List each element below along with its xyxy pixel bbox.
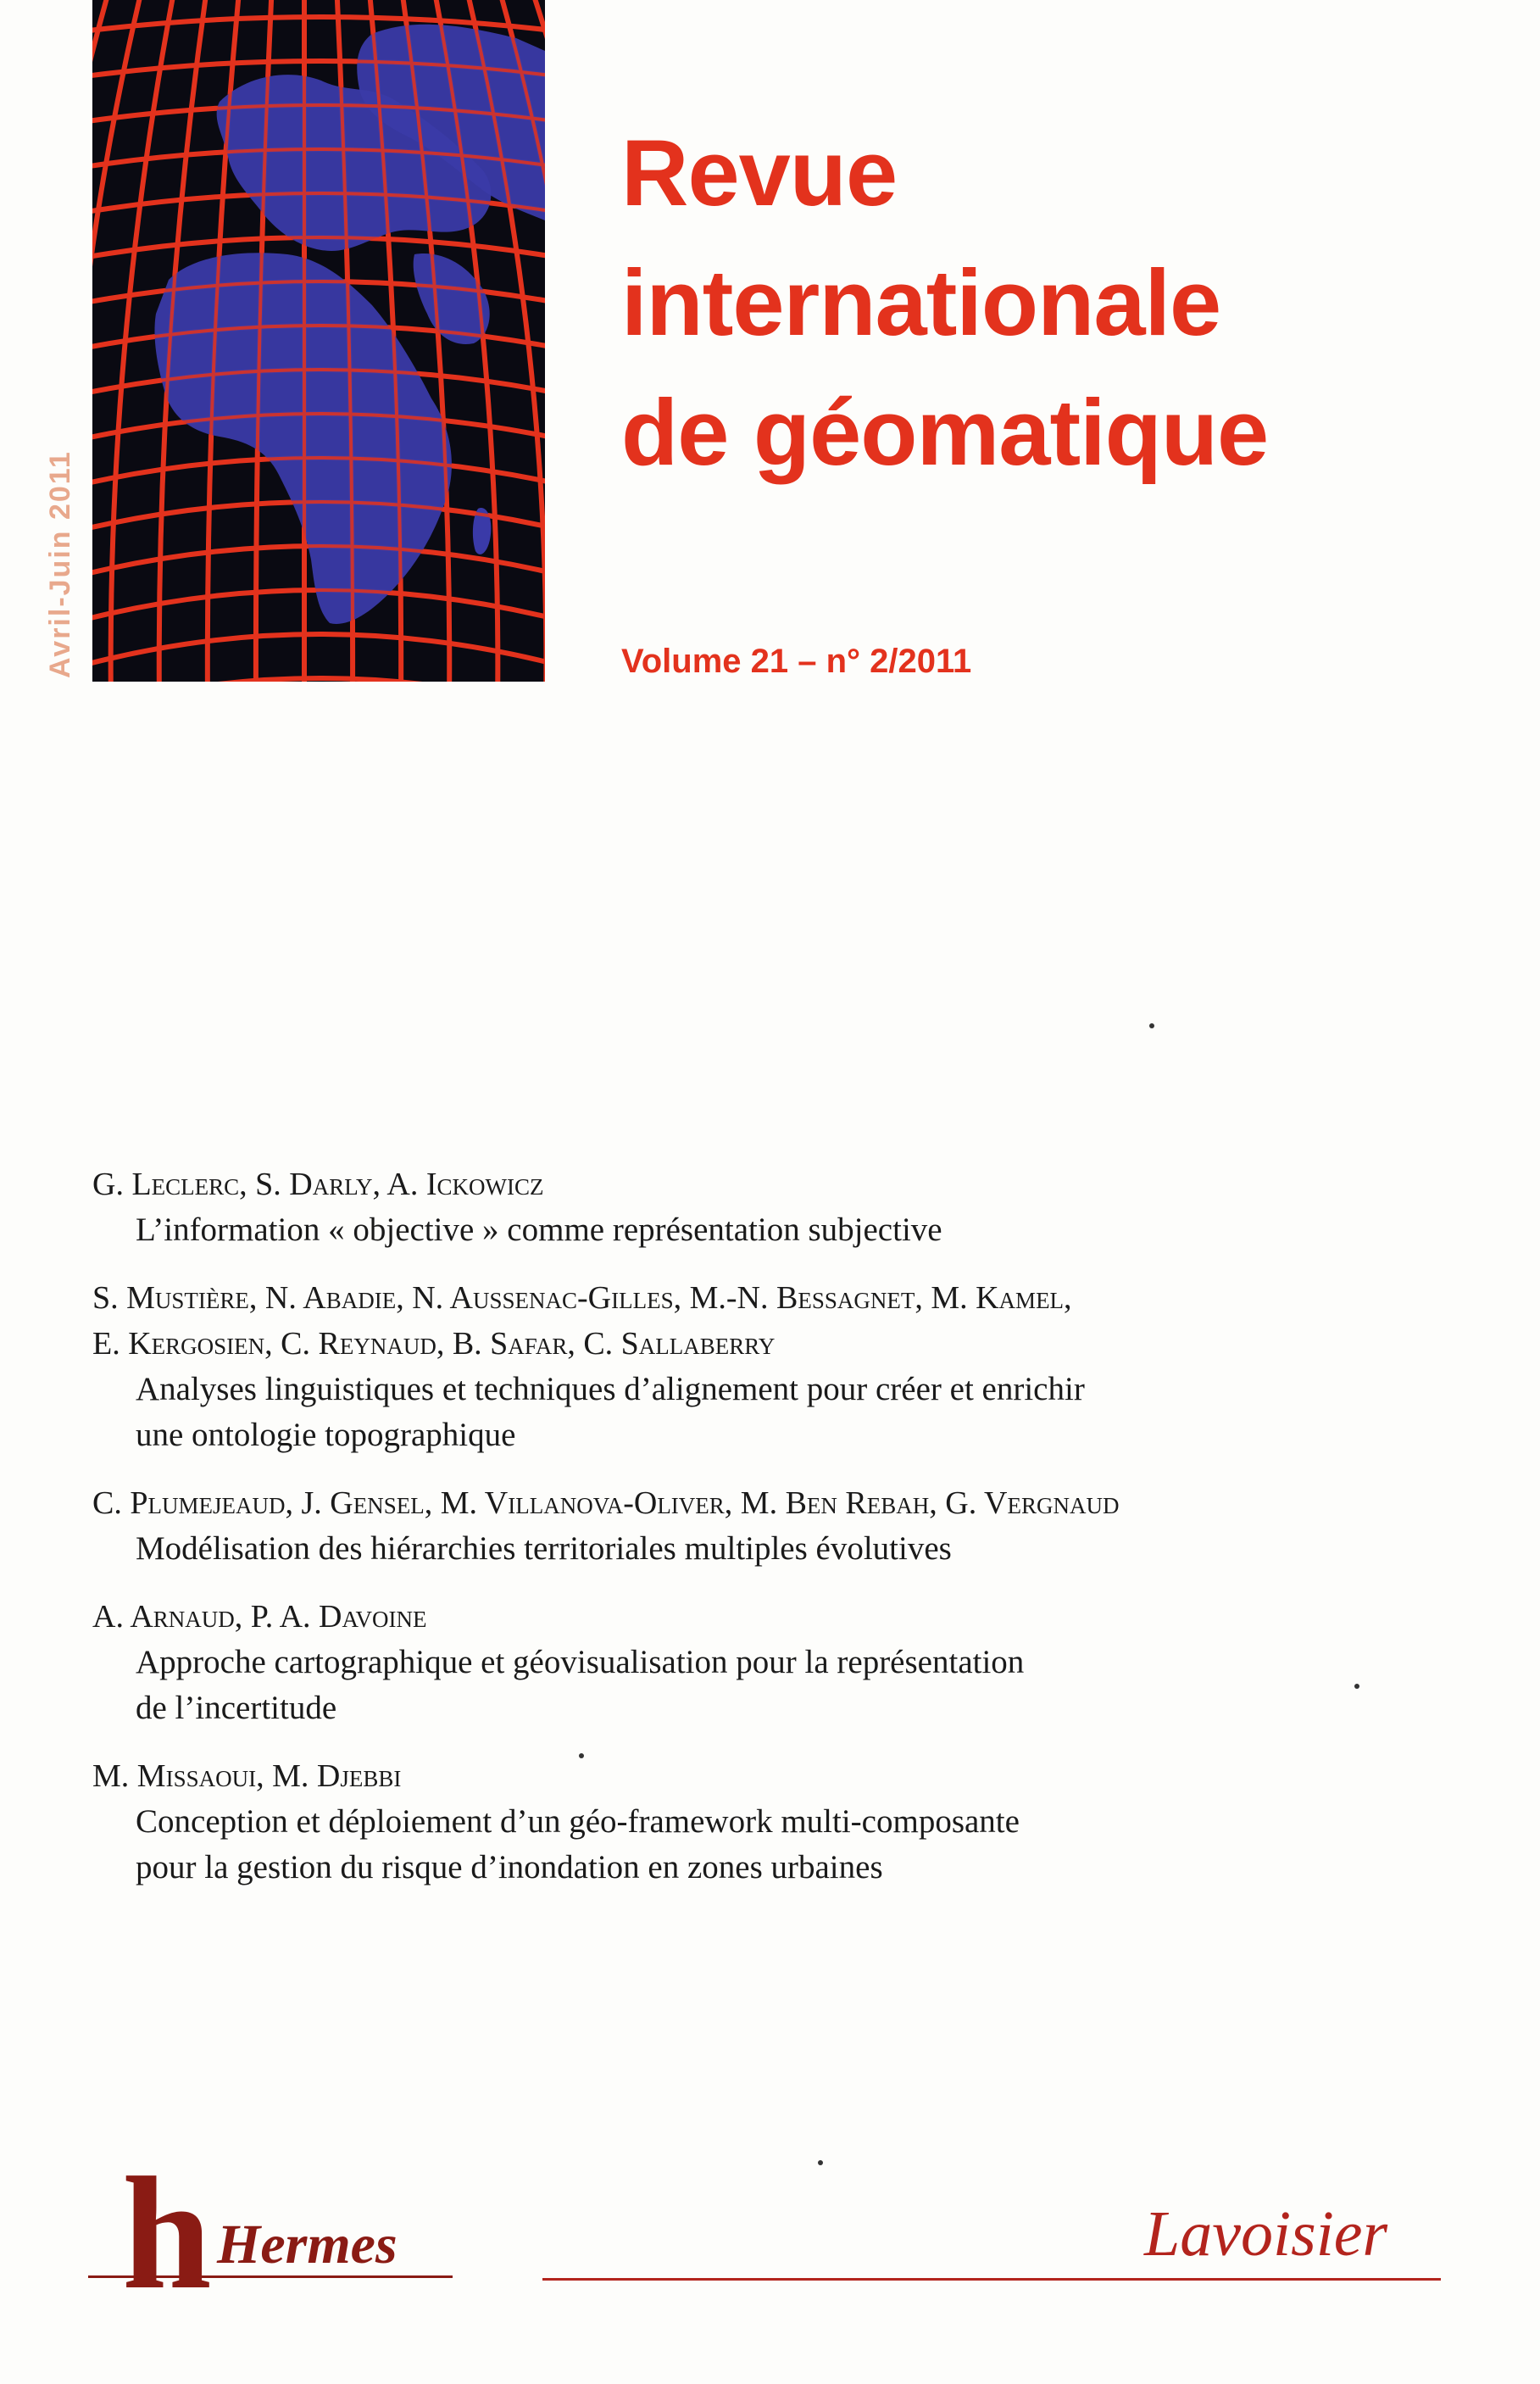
article-title: Approche cartographique et géovisualisation pour la représentation [136,1644,1025,1680]
article-authors: C. Plumejeaud, J. Gensel, M. Villanova-Oliver, M. Ben Rebah, G. Vergnaud [92,1485,1120,1521]
table-of-contents [92,1161,1398,1913]
scan-speck [1149,1023,1154,1028]
article-authors: S. Mustière, N. Abadie, N. Aussenac-Gilles, M.-N. Bessagnet, M. Kamel, [92,1280,1072,1316]
journal-title [621,109,1268,498]
journal-title-line: Revue [621,121,898,226]
toc-entry [92,1480,1398,1572]
article-title: Analyses linguistiques et techniques d’alignement pour créer et enrichir [136,1371,1085,1407]
article-authors: A. Arnaud, P. A. Davoine [92,1599,427,1635]
article-authors: M. Missaoui, M. Djebbi [92,1758,402,1794]
article-title: pour la gestion du risque d’inondation en zones urbaines [136,1849,883,1885]
hermes-wordmark: Hermes [217,2214,398,2275]
article-title: Conception et déploiement d’un géo-framework multi-composante [136,1803,1020,1840]
toc-entry [92,1594,1398,1731]
hermes-monogram: h [122,2145,212,2323]
toc-entry [92,1753,1398,1891]
scan-speck [818,2160,823,2165]
issue-date-vertical: Avril-Juin 2011 [44,450,76,678]
article-authors: E. Kergosien, C. Reynaud, B. Safar, C. Sallaberry [92,1326,776,1362]
journal-title-line: de géomatique [621,381,1269,485]
lavoisier-underline [542,2278,1441,2281]
volume-number: Volume 21 – n° 2/2011 [621,643,972,680]
article-title: Modélisation des hiérarchies territoriales multiples évolutives [136,1530,952,1567]
article-title: L’information « objective » comme représentation subjective [136,1211,942,1248]
article-title: de l’incertitude [136,1690,337,1726]
cover-globe-artwork [92,0,545,682]
hermes-logo [88,2145,453,2323]
globe-grid-illustration [92,0,545,682]
toc-entry [92,1275,1398,1458]
scan-speck [1354,1684,1359,1689]
toc-entry [92,1161,1398,1253]
article-authors: G. Leclerc, S. Darly, A. Ickowicz [92,1167,544,1202]
lavoisier-logo: Lavoisier [1144,2198,1388,2270]
journal-title-line: internationale [621,251,1221,355]
article-title: une ontologie topographique [136,1417,516,1453]
scan-speck [579,1753,584,1758]
